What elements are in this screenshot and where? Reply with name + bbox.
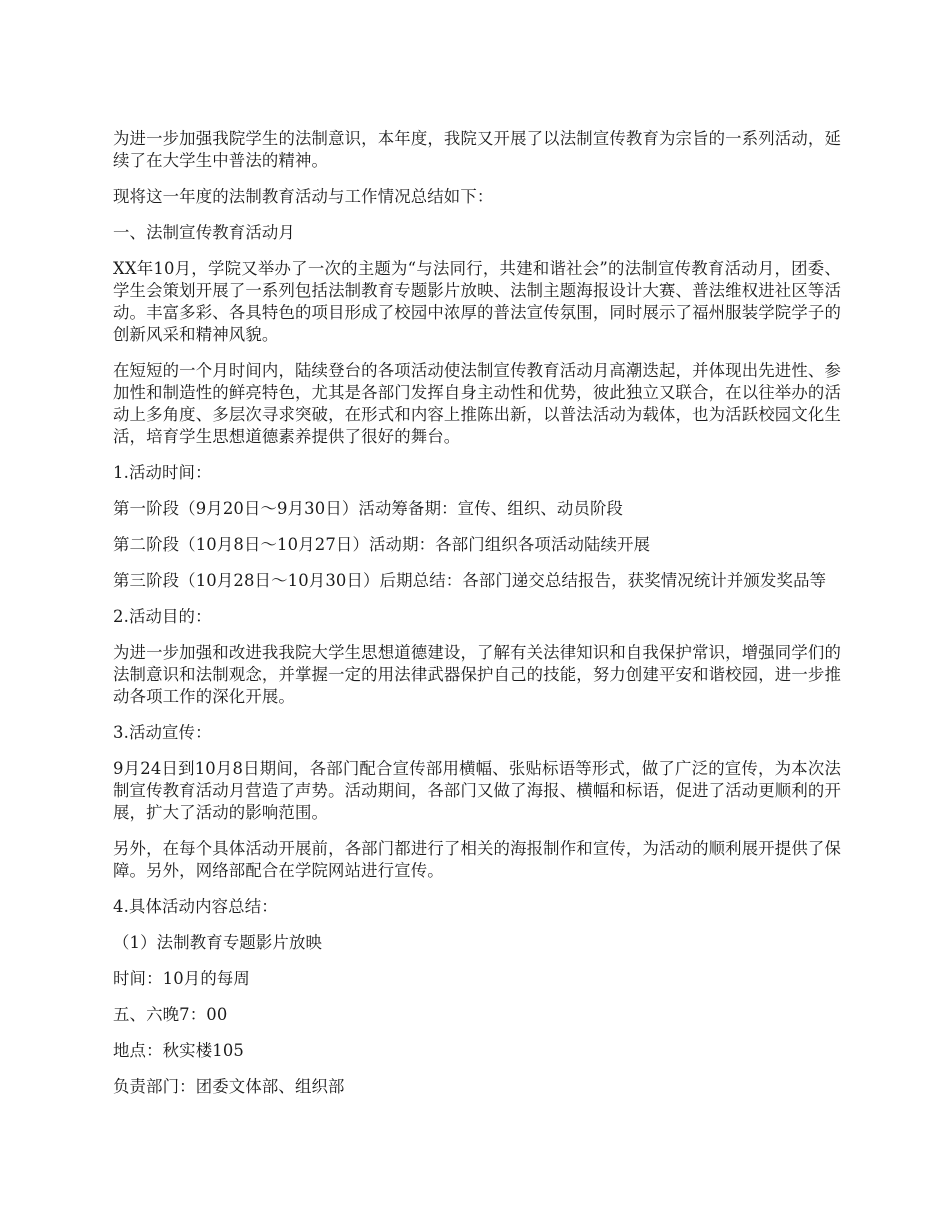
activity-highlights-paragraph: 在短短的一个月时间内，陆续登台的各项活动使法制宣传教育活动月高潮迭起，并体现出先进性、参加性和制造性的鲜亮特色，尤其是各部门发挥自身主动性和优势，彼此独立又联合，在以往举办的活动上多角度、多层次寻求突破，在形式和内容上推陈出新，以普法活动为载体，也为活跃校园文化生活，培育学生思想道德素养提供了很好的舞台。 — [113, 361, 841, 446]
subheading-activity-publicity: 3.活动宣传： — [113, 723, 212, 742]
section-heading-1: 一、法制宣传教育活动月 — [113, 223, 295, 242]
activity-department: 负责部门：团委文体部、组织部 — [113, 1077, 345, 1096]
phase-2: 第二阶段（10月8日～10月27日）活动期：各部门组织各项活动陆续开展 — [113, 535, 651, 554]
document-body — [113, 128, 841, 1112]
publicity-extra-paragraph: 另外，在每个具体活动开展前，各部门都进行了相关的海报制作和宣传，为活动的顺利展开提供了保障。另外，网络部配合在学院网站进行宣传。 — [113, 839, 841, 880]
subheading-activity-content: 4.具体活动内容总结： — [113, 897, 278, 916]
summary-intro: 现将这一年度的法制教育活动与工作情况总结如下： — [113, 187, 494, 206]
activity-time-detail: 五、六晚7：00 — [113, 1005, 228, 1024]
phase-1: 第一阶段（9月20日～9月30日）活动筹备期：宣传、组织、动员阶段 — [113, 499, 624, 518]
phase-3: 第三阶段（10月28日～10月30日）后期总结：各部门递交总结报告，获奖情况统计并颁发奖品等 — [113, 571, 827, 590]
activity-month-paragraph: XX年10月，学院又举办了一次的主题为“与法同行，共建和谐社会”的法制宣传教育活动月，团委、学生会策划开展了一系列包括法制教育专题影片放映、法制主题海报设计大赛、普法维权进社区等活动。丰富多彩、各具特色的项目形成了校园中浓厚的普法宣传氛围，同时展示了福州服装学院学子的创新风采和精神风貌。 — [113, 259, 841, 344]
activity-item-1: （1）法制教育专题影片放映 — [113, 933, 323, 952]
publicity-paragraph: 9月24日到10月8日期间，各部门配合宣传部用横幅、张贴标语等形式，做了广泛的宣传，为本次法制宣传教育活动月营造了声势。活动期间，各部门又做了海报、横幅和标语，促进了活动更顺利的开展，扩大了活动的影响范围。 — [113, 759, 841, 822]
subheading-activity-purpose: 2.活动目的： — [113, 607, 212, 626]
activity-location: 地点：秋实楼105 — [113, 1041, 244, 1060]
intro-paragraph: 为进一步加强我院学生的法制意识，本年度，我院又开展了以法制宣传教育为宗旨的一系列活动，延续了在大学生中普法的精神。 — [113, 129, 841, 170]
subheading-activity-time: 1.活动时间： — [113, 463, 212, 482]
purpose-paragraph: 为进一步加强和改进我我院大学生思想道德建设，了解有关法律知识和自我保护常识，增强同学们的法制意识和法制观念，并掌握一定的用法律武器保护自己的技能，努力创建平安和谐校园，进一步推动各项工作的深化开展。 — [113, 643, 841, 706]
activity-time: 时间：10月的每周 — [113, 969, 250, 988]
